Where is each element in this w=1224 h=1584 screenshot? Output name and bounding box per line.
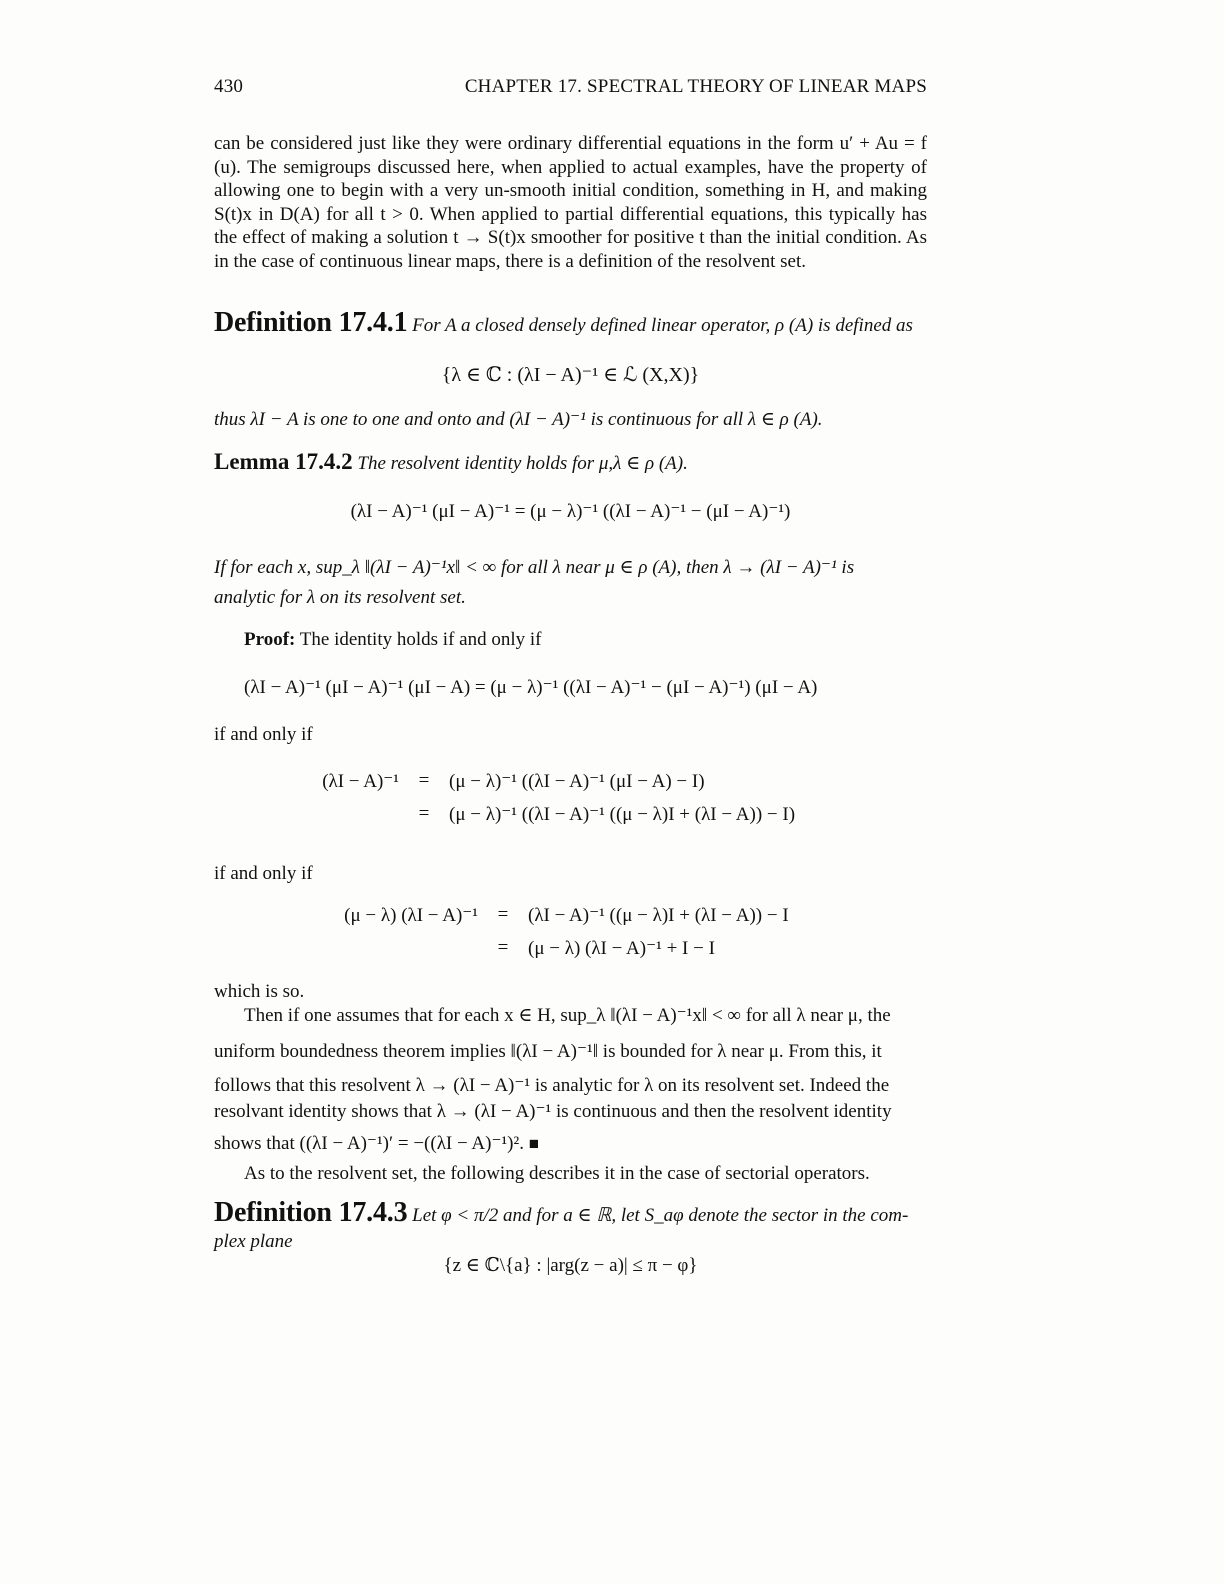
eq3-rhs-2: (μ − λ) (λI − A)⁻¹ + I − I bbox=[528, 938, 715, 959]
eq2-relation-2: = bbox=[418, 803, 430, 824]
closing-sentence: As to the resolvent set, the following describes it in the case of sectorial operators. bbox=[244, 1163, 870, 1184]
proof-final-formula: shows that ((λI − A)⁻¹)′ = −((λI − A)⁻¹)². bbox=[214, 1133, 524, 1154]
proof-paragraph-line-1: Then if one assumes that for each x ∈ H, sup_λ ‖(λI − A)⁻¹x‖ < ∞ for all λ near μ, the bbox=[244, 1005, 891, 1026]
definition-17-4-3 bbox=[214, 1197, 927, 1229]
page-number: 430 bbox=[214, 76, 244, 97]
definition-2-label: Definition 17.4.3 bbox=[214, 1197, 408, 1228]
definition-2-text: Let φ < π/2 and for a ∈ ℝ, let S_aφ denote the sector in the com- bbox=[412, 1205, 909, 1226]
definition-conclusion: thus λI − A is one to one and onto and (λI − A)⁻¹ is continuous for all λ ∈ ρ (A). bbox=[214, 409, 823, 430]
eq3-rhs-1: (λI − A)⁻¹ ((μ − λ)I + (λI − A)) − I bbox=[528, 905, 789, 926]
proof-paragraph-line-5 bbox=[214, 1132, 927, 1156]
eq2-relation: = bbox=[418, 770, 430, 791]
iff-text-2: if and only if bbox=[214, 863, 313, 884]
proof-paragraph-line-2: uniform boundedness theorem implies ‖(λI − A)⁻¹‖ is bounded for λ near μ. From this, it bbox=[214, 1041, 882, 1062]
proof-paragraph-line-3: follows that this resolvent λ → (λI − A)⁻¹ is analytic for λ on its resolvent set. Indeed the bbox=[214, 1075, 890, 1096]
sector-formula: {z ∈ ℂ\{a} : |arg(z − a)| ≤ π − φ} bbox=[443, 1255, 698, 1276]
running-header bbox=[214, 76, 927, 102]
proof-label: Proof: bbox=[244, 629, 296, 650]
proof-intro-text: The identity holds if and only if bbox=[299, 629, 542, 650]
eq2-rhs-1: (μ − λ)⁻¹ ((λI − A)⁻¹ (μI − A) − I) bbox=[449, 771, 705, 792]
eq2-lhs: (λI − A)⁻¹ bbox=[322, 771, 399, 792]
definition-label: Definition 17.4.1 bbox=[214, 307, 408, 338]
iff-text-1: if and only if bbox=[214, 724, 313, 745]
page bbox=[214, 0, 927, 1584]
qed-symbol: ■ bbox=[528, 1134, 539, 1153]
eq3-relation-2: = bbox=[497, 937, 509, 958]
lemma-17-4-2 bbox=[214, 450, 927, 476]
proof-equation-2 bbox=[294, 770, 795, 826]
which-is-so: which is so. bbox=[214, 981, 305, 1002]
lemma-text: The resolvent identity holds for μ,λ ∈ ρ (A). bbox=[357, 453, 688, 474]
lemma-statement-line-1: If for each x, sup_λ ‖(λI − A)⁻¹x‖ < ∞ for all λ near μ ∈ ρ (A), then λ → (λI − A)⁻¹ is bbox=[214, 557, 855, 578]
definition-2-text-line-2: plex plane bbox=[214, 1231, 293, 1252]
proof-equation-3 bbox=[318, 904, 789, 960]
resolvent-identity-formula: (λI − A)⁻¹ (μI − A)⁻¹ = (μ − λ)⁻¹ ((λI − A)⁻¹ − (μI − A)⁻¹) bbox=[350, 501, 791, 522]
lemma-statement-line-2: analytic for λ on its resolvent set. bbox=[214, 587, 466, 608]
lemma-label: Lemma 17.4.2 bbox=[214, 449, 353, 474]
proof-equation-1: (λI − A)⁻¹ (μI − A)⁻¹ (μI − A) = (μ − λ)⁻¹ ((λI − A)⁻¹ − (μI − A)⁻¹) (μI − A) bbox=[244, 677, 818, 698]
definition-formula: {λ ∈ ℂ : (λI − A)⁻¹ ∈ ℒ (X,X)} bbox=[441, 364, 700, 386]
eq3-lhs: (μ − λ) (λI − A)⁻¹ bbox=[344, 905, 478, 926]
proof-intro bbox=[214, 628, 927, 652]
eq2-rhs-2: (μ − λ)⁻¹ ((λI − A)⁻¹ ((μ − λ)I + (λI − A)) − I) bbox=[449, 804, 796, 825]
chapter-title: CHAPTER 17. SPECTRAL THEORY OF LINEAR MAPS bbox=[464, 76, 927, 97]
eq3-relation: = bbox=[497, 904, 509, 925]
proof-paragraph-line-4: resolvant identity shows that λ → (λI − A)⁻¹ is continuous and then the resolvent identity bbox=[214, 1101, 892, 1122]
definition-text: For A a closed densely defined linear operator, ρ (A) is defined as bbox=[412, 315, 913, 336]
definition-17-4-1 bbox=[214, 307, 927, 339]
intro-paragraph: can be considered just like they were ordinary differential equations in the form u′ + Au = f (u). The semigroups discussed here, when applied to actual examples, have the property of allowing one to begin with a very un-smooth initial condition, something in H, and making S(t)x in D(A) for all t > 0. When applied to partial differential equations, this typically has the effect of making a solution t → S(t)x smoother for positive t than the initial condition. As in the case of continuous linear maps, there is a definition of the resolvent set. bbox=[214, 133, 927, 272]
